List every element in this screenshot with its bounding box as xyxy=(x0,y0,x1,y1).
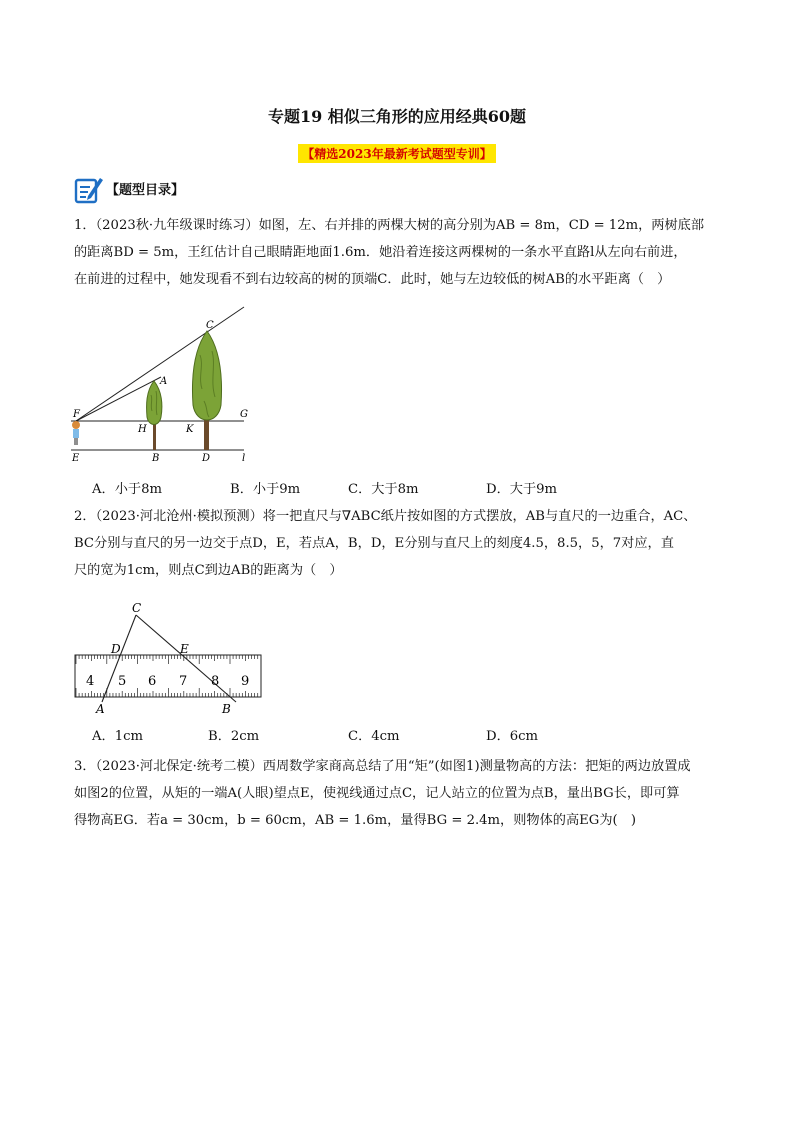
choice-c: C．大于8m xyxy=(348,482,419,497)
question-1-text xyxy=(74,212,722,293)
question-line: 1．（2023秋·九年级课时练习）如图，左、右并排的两棵大树的高分别为AB = 8m，CD = 12m，两树底部 xyxy=(74,218,705,233)
notebook-pencil-icon xyxy=(74,174,104,204)
figure-label: C xyxy=(132,601,142,615)
figure-label: l xyxy=(242,453,246,464)
ruler-number: 4 xyxy=(86,674,95,689)
choice-d: D．6cm xyxy=(486,729,539,744)
choice-c: C．4cm xyxy=(348,729,400,744)
figure-label: E xyxy=(180,642,189,656)
figure-label: B xyxy=(222,702,231,716)
figure-label: A xyxy=(160,376,168,387)
page-subtitle: 【精选2023年最新考试题型专训】 xyxy=(298,144,495,163)
choice-a: A．1cm xyxy=(92,729,143,744)
question-1-figure xyxy=(66,305,266,465)
figure-label: G xyxy=(240,409,248,420)
figure-label: D xyxy=(111,642,121,656)
ruler-number: 9 xyxy=(241,674,250,689)
question-line: 在前进的过程中，她发现看不到右边较高的树的顶端C．此时，她与左边较低的树AB的水平距离（ ） xyxy=(74,272,671,287)
question-2-figure xyxy=(70,598,270,718)
figure-label: H xyxy=(138,424,147,435)
ruler-number: 6 xyxy=(148,674,157,689)
choice-b: B．小于9m xyxy=(230,482,301,497)
choice-b: B．2cm xyxy=(208,729,260,744)
question-line: BC分别与直尺的另一边交于点D，E，若点A，B，D，E分别与直尺上的刻度4.5，8.5，5，7对应，直 xyxy=(74,536,674,551)
ruler-number: 7 xyxy=(179,674,188,689)
ruler-number: 8 xyxy=(211,674,220,689)
question-line: 得物高EG．若a = 30cm，b = 60cm，AB = 1.6m，量得BG = 2.4m，则物体的高EG为( ) xyxy=(74,813,637,828)
figure-label: C xyxy=(206,320,214,331)
choice-d: D．大于9m xyxy=(486,482,558,497)
figure-label: F xyxy=(73,409,80,420)
question-2-choices xyxy=(92,725,712,745)
question-2-text xyxy=(74,503,722,584)
figure-label: B xyxy=(152,453,160,464)
figure-label: D xyxy=(202,453,211,464)
question-line: 3．（2023·河北保定·统考二模）西周数学家商高总结了用“矩”(如图1)测量物高的方法：把矩的两边放置成 xyxy=(74,759,691,774)
question-line: 尺的宽为1cm，则点C到边AB的距离为（ ） xyxy=(74,563,343,578)
choice-a: A．小于8m xyxy=(92,482,162,497)
figure-label: K xyxy=(186,424,194,435)
page-title: 专题19 相似三角形的应用经典60题 xyxy=(267,107,527,126)
question-line: 如图2的位置，从矩的一端A(人眼)望点E，使视线通过点C，记人站立的位置为点B，量出BG长，即可算 xyxy=(74,786,680,801)
ruler-number: 5 xyxy=(118,674,127,689)
section-label: 【题型目录】 xyxy=(106,183,185,198)
question-3-text xyxy=(74,753,722,834)
question-line: 的距离BD = 5m，王红估计自己眼睛距地面1.6m．她沿着连接这两棵树的一条水平直路l从左向右前进， xyxy=(74,245,687,260)
figure-label: E xyxy=(72,453,80,464)
question-line: 2．（2023·河北沧州·模拟预测）将一把直尺与∇ABC纸片按如图的方式摆放，AB与直尺的一边重合，AC、 xyxy=(74,509,697,524)
question-1-choices xyxy=(92,478,712,498)
figure-label: A xyxy=(96,702,105,716)
